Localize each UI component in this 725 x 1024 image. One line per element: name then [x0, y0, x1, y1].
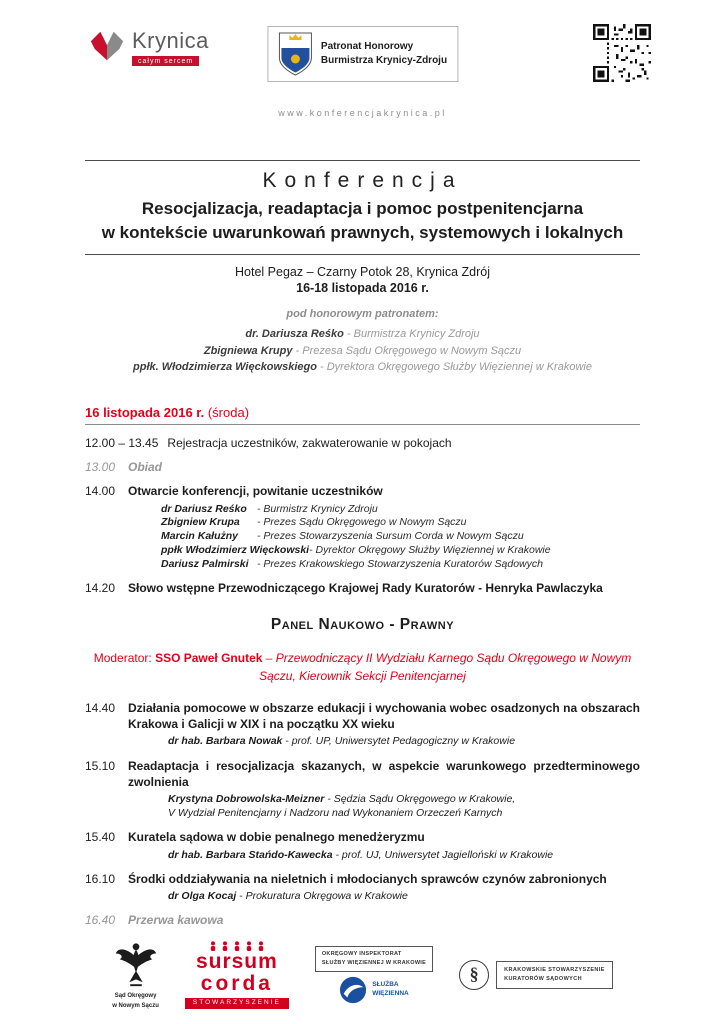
inspectorate-box	[315, 946, 433, 972]
court-caption-line1: Sąd Okręgowy	[114, 992, 157, 999]
patron-line: dr. Dariusza Reśko - Burmistrza Krynicy Zdroju	[245, 328, 480, 341]
prison-service-row	[339, 976, 408, 1004]
schedule-time: 14.00	[85, 484, 116, 499]
speaker-line: Zbigniew Krupa - Prezes Sądu Okręgowego w Nowym Sączu	[161, 516, 467, 529]
schedule-row	[85, 459, 640, 475]
talk-speaker: dr hab. Barbara Nowak - prof. UP, Uniwersytet Pedagogiczny w Krakowie	[168, 735, 516, 748]
patronage-text	[321, 40, 447, 69]
inspectorate-line1: OKRĘGOWY INSPEKTORAT	[321, 951, 402, 958]
schedule-row	[85, 580, 640, 596]
talk-time: 15.40	[85, 830, 116, 845]
honorary-patronage-badge	[267, 26, 458, 82]
schedule-title: Obiad	[128, 460, 163, 475]
patronage-label: pod honorowym patronatem:	[286, 308, 439, 321]
prison-service-icon	[339, 976, 367, 1004]
krynica-logo	[85, 28, 209, 66]
krynica-logo-name: Krynica	[132, 28, 209, 53]
krynica-logo-tagline: całym sercem	[132, 56, 199, 66]
prison-inspectorate-logo	[315, 946, 433, 1004]
conference-kicker: Konferencja	[262, 169, 463, 192]
krynica-heart-icon	[85, 28, 129, 66]
talk-time: 15.10	[85, 758, 116, 773]
speaker-line: dr Dariusz Reśko - Burmistrz Krynicy Zdroju	[161, 502, 378, 515]
speaker-line: Dariusz Palmirski - Prezes Krakowskiego Stowarzyszenia Kuratorów Sądowych	[161, 558, 543, 571]
talk-title: Działania pomocowe w obszarze edukacji i wychowania wobec osadzonych na obszarach Krakowa i Galicji w XIX i na początku XX wieku	[128, 701, 640, 732]
talk-title: Przerwa kawowa	[128, 913, 224, 928]
court-caption-line2: w Nowym Sączu	[112, 1002, 159, 1009]
probation-line2: KURATORÓW SĄDOWYCH	[504, 975, 582, 982]
district-court-logo	[112, 940, 159, 1010]
speakers-list	[161, 503, 640, 572]
divider-title	[85, 254, 640, 255]
schedule-title: Słowo wstępne Przewodniczącego Krajowej Rady Kuratorów - Henryka Pawlaczyka	[128, 580, 603, 595]
paragraph-icon: §	[459, 960, 489, 990]
stowarzyszenie-strip: STOWARZYSZENIE	[185, 998, 289, 1009]
talk-speaker-line2: V Wydział Penitencjarny i Nadzoru nad Wykonaniem Orzeczeń Karnych	[168, 807, 503, 820]
talk-row	[85, 758, 640, 821]
krynica-logo-text	[132, 28, 209, 66]
footer-logos	[0, 940, 725, 1010]
talk-row	[85, 912, 640, 928]
sursum-corda-logo	[185, 941, 289, 1009]
talk-row	[85, 700, 640, 749]
schedule-title: Otwarcie konferencji, powitanie uczestników	[128, 484, 383, 499]
talk-title: Readaptacja i resocjalizacja skazanych, w aspekcie warunkowego przedterminowego zwolnienia	[128, 758, 640, 789]
schedule	[85, 435, 640, 596]
probation-line1: KRAKOWSKIE STOWARZYSZENIE	[504, 966, 605, 973]
panel-title: Panel Naukowo - Prawny	[270, 616, 455, 634]
eagle-emblem-icon	[113, 940, 159, 990]
title-line-2: w kontekście uwarunkowań prawnych, systemowych i lokalnych	[101, 223, 624, 243]
website-url: www.konferencjakrynica.pl	[278, 108, 447, 118]
speaker-line: Marcin Kałużny - Prezes Stowarzyszenia Sursum Corda w Nowym Sączu	[161, 530, 524, 543]
divider-top	[85, 160, 640, 161]
schedule-time: 14.20	[85, 580, 116, 595]
conference-title	[85, 197, 640, 245]
day-header: 16 listopada 2016 r. (środa)	[85, 405, 250, 421]
probation-officers-logo	[459, 960, 613, 990]
patron-line: Zbigniewa Krupy - Prezesa Sądu Okręgowego w Nowym Sączu	[203, 344, 522, 357]
probation-officers-box	[496, 961, 613, 990]
schedule-time: 13.00	[85, 460, 116, 475]
prison-service-caption: SŁUŻBA WIĘZIENNA	[372, 980, 409, 997]
title-line-1: Resocjalizacja, readaptacja i pomoc postpenitencjarna	[141, 199, 584, 218]
talk-row	[85, 871, 640, 903]
schedule-time: 12.00 – 13.45	[85, 436, 159, 451]
talk-speaker: dr Olga Kocaj - Prokuratura Okręgowa w Krakowie	[168, 889, 408, 902]
day-divider	[85, 424, 640, 425]
talk-speaker: dr hab. Barbara Stańdo-Kawecka - prof. UJ, Uniwersytet Jagielloński w Krakowie	[168, 848, 554, 861]
sursum-word: sursum	[195, 950, 278, 974]
venue: Hotel Pegaz – Czarny Potok 28, Krynica Zdrój	[235, 265, 490, 280]
header	[0, 24, 725, 98]
talk-time: 16.10	[85, 871, 116, 886]
corda-word: corda	[200, 972, 273, 996]
schedule-row	[85, 435, 640, 451]
talk-row	[85, 829, 640, 861]
patron-line: ppłk. Włodzimierza Więckowskiego - Dyrektora Okręgowego Służby Więziennej w Krakowie	[133, 360, 592, 373]
speaker-line: ppłk Włodzimierz Więckowski - Dyrektor Okręgowy Służby Więziennej w Krakowie	[161, 544, 551, 557]
patronage-line2: Burmistrza Krynicy-Zdroju	[320, 55, 448, 66]
talk-title: Środki oddziaływania na nieletnich i młodocianych sprawców czynów zabronionych	[128, 871, 607, 886]
schedule-title: Rejestracja uczestników, zakwaterowanie w pokojach	[167, 436, 452, 451]
talk-time: 16.40	[85, 913, 116, 928]
talks-schedule	[85, 700, 640, 928]
inspectorate-line2: SŁUŻBY WIĘZIENNEJ W KRAKOWIE	[321, 959, 427, 966]
schedule-row	[85, 483, 640, 571]
talk-speaker: Krystyna Dobrowolska-Meizner - Sędzia Sądu Okręgowego w Krakowie, V Wydział Penitencjarny i Nadzoru nad Wykonaniem Orzeczeń Karnych	[168, 792, 640, 820]
talk-title: Kuratela sądowa w dobie penalnego menedżeryzmu	[128, 830, 425, 845]
patrons-list	[85, 326, 640, 375]
talk-time: 14.40	[85, 701, 116, 716]
moderator-note: Moderator: SSO Paweł Gnutek – Przewodniczący II Wydziału Karnego Sądu Okręgowego w Nowym Sączu, Kierownik Sekcji Penitencjarnej	[93, 651, 632, 684]
conference-dates: 16-18 listopada 2016 r.	[296, 281, 429, 296]
coat-of-arms-icon	[278, 32, 312, 76]
content	[0, 160, 725, 928]
patronage-line1: Patronat Honorowy	[320, 40, 414, 52]
qr-code-icon	[593, 24, 651, 82]
